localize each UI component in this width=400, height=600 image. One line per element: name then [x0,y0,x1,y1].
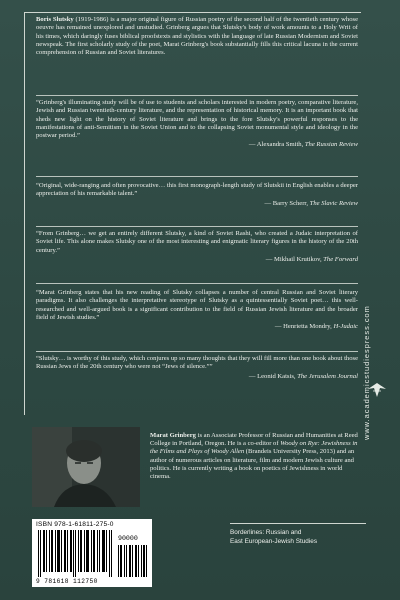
quote-attribution [36,200,358,208]
divider [36,283,358,284]
ean-number: 9 781618 112750 [36,578,98,585]
bio-text: is an Associate Professor of Russian and Humanities at Reed College in Portland, Oregon. He is a co-editor of [150,432,358,448]
quote-text: “Slutsky… is worthy of this study, which conjures up so many thoughts that they will fill more than one book about those Russian Jews of the 20th century who were not “Jews of silence.”” [36,355,358,371]
intro-text: (1919-1986) is a major original figure of Russian poetry of the second half of the twentieth century whose oeuvre has remained unexplored and unstudied. Grinberg argues that Slutsky's body of work amounts to a Holy Writ of his times, which daringly fuses biblical proofstexts and stylistics with the language of late Russian Modernism and Soviet newspeak. The first scholarly study of the poet, Marat Grinberg's book substantially fills this critical lacuna in the current comprehension of Russian and Soviet literatures. [36,16,358,57]
reviewer-name: — Mikhail Krutikov, [265,255,324,263]
quote-text: “Grinberg's illuminating study will be of use to students and scholars interested in modern poetry, comparative literature, Jewish and Russian twentieth-century literature, and the representation of historical memory. It is an important book that sheds new light on the history of Soviet literature and brings to the fore Slutsky's powerful responses to the manifestations of anti-Semitism in the Soviet Union and to the collapsing Soviet monumental style and ideology in the postwar period.” [36,99,358,140]
divider [36,176,358,177]
reviewer-name: — Leonid Katsis, [248,372,298,380]
quote-text: “Original, wide-ranging and often provocative… this first monograph-length study of Slutskii in English enables a deeper appreciation of his remarkable talent.” [36,182,358,198]
intro-paragraph [36,16,358,57]
review-quote [36,355,358,381]
author-photo [32,427,140,507]
review-source: The Slavic Review [309,199,358,207]
review-source: H-Judaic [333,323,358,331]
quote-attribution [36,373,358,381]
ean-barcode-icon [36,530,116,577]
publisher-logo-icon [366,377,388,399]
divider [36,351,358,352]
price-barcode-icon [118,545,148,577]
author-portrait-icon [32,427,140,507]
quote-attribution [36,256,358,264]
divider [36,95,358,96]
quote-text: “Marat Grinberg states that his new reading of Slutsky collapses a number of central Russian and Soviet literary paradigms. It also challenges the interpretative stereotype of Slutsky as a quintessentially Soviet poet… this well-researched and well-argued book is a significant contribution to the field of Russian Jewish literature and the broader field of Jewish studies.” [36,289,358,321]
bio-book-title: Woody on Rye: Jewishness in the Films and Plays of Woody Allen [150,440,358,456]
quote-text: “From Grinberg… we get an entirely different Slutsky, a kind of Soviet Rashi, who created a Judaic interpretation of Soviet life. This alone makes Slutsky one of the most interesting and enigmatic literary figures in the history of the 20th century.” [36,230,358,254]
divider [36,226,358,227]
series-divider [230,523,366,524]
series-name [230,529,390,546]
review-source: The Russian Review [304,141,358,149]
review-source: The Jerusalem Journal [297,372,358,380]
reviewer-name: — Alexandra Smith, [248,141,305,149]
price-code: 90000 [118,535,138,542]
isbn-text: ISBN 978-1-61811-275-0 [36,521,114,528]
bio-author: Marat Grinberg [150,432,196,439]
review-source: The Forward [323,255,358,263]
intro-author: Boris Slutsky [36,16,74,23]
review-quote [36,289,358,331]
quote-attribution [36,141,358,149]
publisher-url: www.academicstudiespress.com [362,305,371,440]
reviewer-name: — Henrietta Mondry, [274,323,334,331]
review-quote [36,182,358,208]
author-bio [150,432,364,481]
bio-text: (Brandeis University Press, 2013) and an author of numerous articles on literature, film and modern Jewish culture and politics. He is currently writing a book on poetics of Jewishness in world cinema. [150,448,355,481]
quote-attribution [36,323,358,331]
review-quote [36,230,358,264]
series-line: Borderlines: Russian and [230,529,302,536]
barcode-block [32,519,152,587]
series-line: East European-Jewish Studies [230,537,318,545]
reviewer-name: — Barry Scherr, [264,199,310,207]
review-quote [36,99,358,150]
